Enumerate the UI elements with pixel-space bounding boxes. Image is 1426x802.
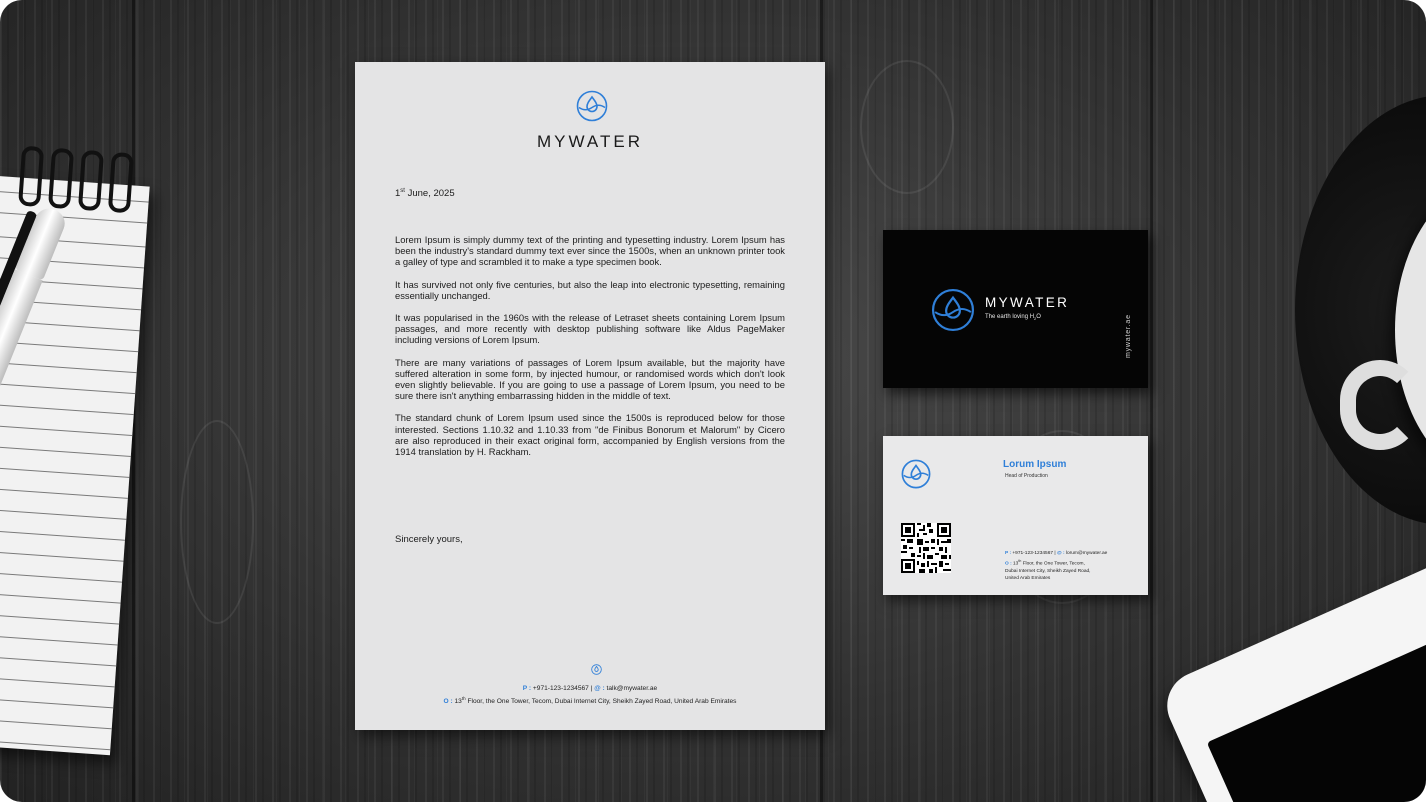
card-email: lorum@mywater.ae [1064, 551, 1108, 556]
address-floor: 13 [1011, 561, 1019, 567]
card-address-line: United Arab Emirates [1005, 576, 1051, 582]
letter-paragraph: It was popularised in the 1960s with the release of Letraset sheets containing Lorem Ipsum passages, and more recently with desktop publishing software like Aldus PageMaker including versions of Lorem Ipsum. [395, 312, 785, 346]
tagline-subscript: 2 [1034, 316, 1037, 322]
footer-address-line [355, 694, 825, 707]
notepad-spiral-ring [18, 146, 44, 207]
card-phone: +971-123-1234567 [1011, 551, 1054, 556]
card-brand: MYWATER [985, 295, 1070, 310]
smartphone [1156, 554, 1426, 802]
card-person-role: Head of Production [1005, 473, 1048, 479]
footer-phone: +971-123-1234567 [531, 685, 589, 692]
phone-screen [1207, 621, 1426, 802]
letter-paragraph: It has survived not only five centuries, but also the leap into electronic typesetting, remaining essentially unchanged. [395, 278, 785, 301]
card-address-line [1005, 558, 1140, 568]
address-label: O : [443, 698, 453, 706]
notepad-spiral-ring [48, 148, 74, 209]
card-address-line: Dubai Internet City, Sheikh Zayed Road, [1005, 568, 1091, 574]
wood-plank-seam [1150, 0, 1153, 802]
letter-closing: Sincerely yours, [395, 534, 463, 545]
letter-paragraph: Lorem Ipsum is simply dummy text of the printing and typesetting industry. Lorem Ipsum has been the industry's standard dummy text ever since the 1500s, when an unknown printer took a galley of type and scrambled it to make a type specimen book. [395, 234, 785, 268]
card-person-name: Lorum Ipsum [1003, 459, 1067, 470]
separator: | [1053, 551, 1057, 556]
tagline-text: The earth loving H [985, 314, 1035, 320]
date-suffix: st [400, 188, 405, 194]
phone-label: P : [522, 685, 532, 692]
email-label: @ : [1056, 551, 1065, 556]
letter-body [395, 234, 785, 468]
card-contact-line [1005, 550, 1140, 558]
footer-contact-line [355, 684, 825, 694]
date-day: 1 [395, 188, 401, 200]
qr-code-icon [901, 523, 951, 573]
water-drop-logo-icon [901, 459, 931, 489]
address-floor: 13 [452, 698, 462, 706]
footer-address: Floor, the One Tower, Tecom, Dubai Internet City, Sheikh Zayed Road, United Arab Emirates [465, 698, 737, 706]
business-card-front [883, 436, 1148, 595]
address-floor-suffix: th [1018, 558, 1022, 563]
card-address-1: Floor, the One Tower, Tecom, [1021, 561, 1085, 567]
letter-footer [355, 684, 825, 707]
business-card-back [883, 230, 1148, 388]
letter-paragraph: There are many variations of passages of Lorem Ipsum available, but the majority have suffered alteration in some form, by injected humour, or randomised words which don't look even slightly believable. If you are going to use a passage of Lorem Ipsum, you need to be sure there isn't anything embarrassing hidden in the middle of text. [395, 356, 785, 402]
tagline-end: O [1036, 314, 1041, 320]
address-label: O : [1005, 561, 1012, 567]
phone-label: P : [1005, 551, 1012, 556]
wood-knot [180, 420, 254, 624]
footer-email: talk@mywater.ae [604, 685, 658, 692]
mug-handle [1340, 360, 1420, 450]
letterhead-brand: MYWATER [537, 132, 643, 151]
email-label: @ : [594, 685, 605, 692]
water-drop-logo-icon [931, 288, 975, 332]
date-rest: June, 2025 [404, 188, 455, 200]
water-drop-logo-icon [591, 664, 602, 675]
letter-date [395, 188, 455, 199]
letter-paragraph: The standard chunk of Lorem Ipsum used since the 1500s is reproduced below for those interested. Sections 1.10.32 and 1.10.33 from "de Finibus Bonorum et Malorum" by Cicero are also reproduced in their exact original form, accompanied by English versions from the 1914 translation by H. Rackham. [395, 412, 785, 458]
separator: | [588, 685, 595, 692]
notepad-spiral-ring [78, 150, 104, 211]
card-contact [1005, 550, 1140, 583]
wood-knot [860, 60, 954, 194]
card-website: mywater.ae [1125, 314, 1132, 358]
water-drop-logo-icon [576, 90, 608, 122]
notepad-spiral-ring [108, 152, 134, 213]
address-floor-suffix: th [461, 696, 466, 701]
letterhead-sheet [355, 62, 825, 730]
card-tagline [985, 314, 1041, 321]
